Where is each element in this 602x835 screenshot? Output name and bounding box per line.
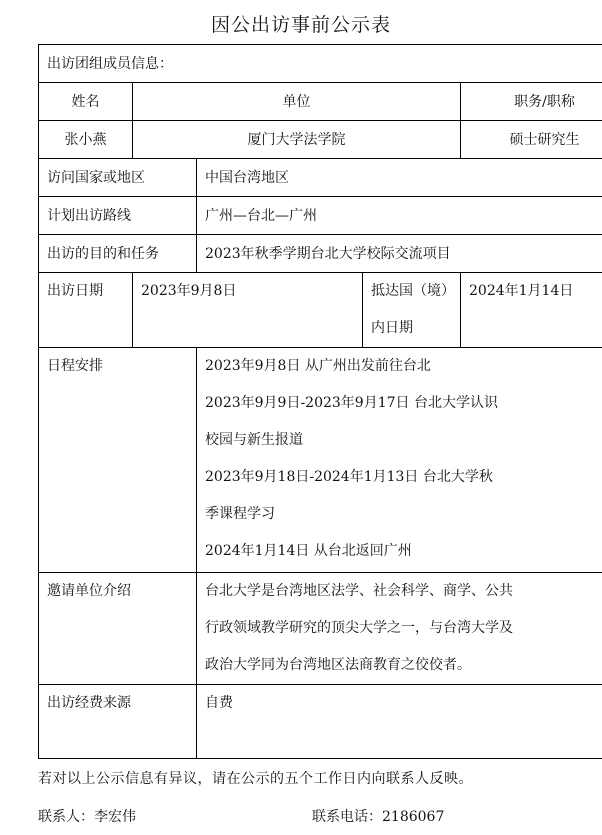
member-header-row (39, 83, 602, 121)
schedule-line: 2023年9月8日 从广州出发前往台北 (205, 358, 431, 374)
funding-label: 出访经费来源 (39, 685, 197, 759)
member-unit: 厦门大学法学院 (133, 121, 461, 159)
schedule-line: 校园与新生报道 (205, 432, 303, 448)
return-date-value: 2024年1月14日 (461, 273, 602, 348)
funding-row (39, 685, 602, 759)
page-title: 因公出访事前公示表 (210, 14, 391, 36)
schedule-label: 日程安排 (39, 348, 197, 573)
dates-row (39, 273, 602, 348)
inviter-label: 邀请单位介绍 (39, 573, 197, 685)
contact-person: 联系人：李宏伟 (38, 809, 136, 825)
header-unit: 单位 (133, 83, 461, 121)
objection-note: 若对以上公示信息有异议，请在公示的五个工作日内向联系人反映。 (38, 771, 473, 787)
visit-country-row (39, 159, 602, 197)
header-name: 姓名 (39, 83, 133, 121)
schedule-line: 2024年1月14日 从台北返回广州 (205, 543, 412, 559)
member-position: 硕士研究生 (461, 121, 602, 159)
visit-country-label: 访问国家或地区 (39, 159, 197, 197)
purpose-label: 出访的目的和任务 (39, 235, 197, 273)
group-info-label: 出访团组成员信息： (39, 45, 602, 83)
funding-value: 自费 (197, 685, 602, 759)
route-value: 广州—台北—广州 (197, 197, 602, 235)
schedule-line: 季课程学习 (205, 506, 275, 522)
schedule-content (197, 348, 602, 573)
inviter-line: 台北大学是台湾地区法学、社会科学、商学、公共 (205, 583, 513, 599)
group-info-row (39, 45, 602, 83)
depart-date-value: 2023年9月8日 (133, 273, 363, 348)
return-date-label (363, 273, 461, 348)
disclosure-form-table (38, 44, 602, 759)
inviter-line: 行政领域教学研究的顶尖大学之一，与台湾大学及 (205, 620, 513, 636)
schedule-line: 2023年9月18日-2024年1月13日 台北大学秋 (205, 469, 493, 485)
schedule-row (39, 348, 602, 573)
visit-country-value: 中国台湾地区 (197, 159, 602, 197)
member-name: 张小燕 (39, 121, 133, 159)
inviter-line: 政治大学同为台湾地区法商教育之佼佼者。 (205, 657, 471, 673)
schedule-line: 2023年9月9日-2023年9月17日 台北大学认识 (205, 395, 498, 411)
contact-phone: 联系电话：2186067 (312, 809, 445, 825)
depart-date-label: 出访日期 (39, 273, 133, 348)
purpose-row (39, 235, 602, 273)
inviter-content (197, 573, 602, 685)
return-date-label-line2: 内日期 (371, 320, 413, 336)
inviter-row (39, 573, 602, 685)
route-label: 计划出访路线 (39, 197, 197, 235)
return-date-label-line1: 抵达国（境） (371, 283, 455, 299)
purpose-value: 2023年秋季学期台北大学校际交流项目 (197, 235, 602, 273)
header-position: 职务/职称 (461, 83, 602, 121)
member-row (39, 121, 602, 159)
route-row (39, 197, 602, 235)
